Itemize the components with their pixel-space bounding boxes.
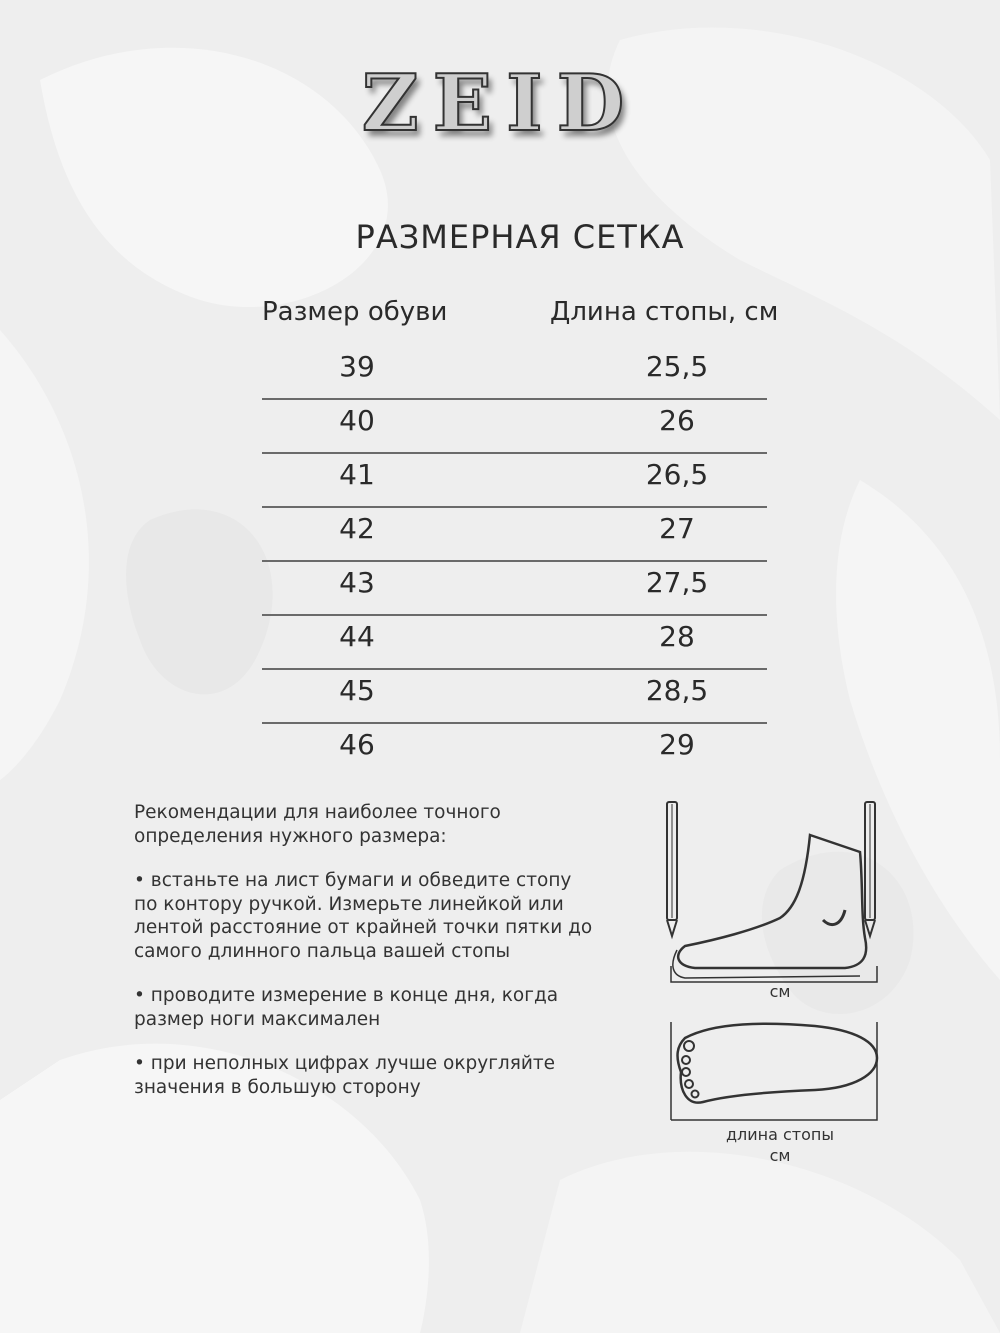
length-cell: 26,5 bbox=[645, 458, 709, 491]
pencil-icon bbox=[667, 802, 677, 936]
table-row bbox=[262, 670, 767, 724]
brand-logo: ZEID bbox=[361, 58, 639, 149]
table-row bbox=[262, 508, 767, 562]
recommendation-item: • при неполных цифрах лучше округляйте значения в большую сторону bbox=[134, 1053, 556, 1098]
table-row bbox=[262, 346, 767, 400]
size-cell: 39 bbox=[339, 350, 375, 383]
recommendations bbox=[134, 801, 594, 1120]
foot-measure-diagram bbox=[655, 790, 895, 1130]
size-cell: 45 bbox=[339, 674, 375, 707]
length-cell: 29 bbox=[659, 728, 695, 761]
sole-measure-unit: см bbox=[769, 1146, 791, 1165]
size-cell: 46 bbox=[339, 728, 375, 761]
sole-measure-label: длина стопы bbox=[725, 1125, 835, 1144]
table-row bbox=[262, 724, 767, 778]
side-measure-label: см bbox=[769, 982, 791, 1001]
table-row bbox=[262, 562, 767, 616]
size-cell: 43 bbox=[339, 566, 375, 599]
page-title: РАЗМЕРНАЯ СЕТКА bbox=[355, 218, 685, 256]
size-cell: 42 bbox=[339, 512, 375, 545]
length-cell: 28 bbox=[659, 620, 695, 653]
recommendation-item: • встаньте на лист бумаги и обведите стопу по контору ручкой. Измерьте линейкой или лентой расстояние от крайней точки пятки до самого длинного пальца вашей стопы bbox=[134, 870, 593, 962]
size-cell: 40 bbox=[339, 404, 375, 437]
length-cell: 25,5 bbox=[645, 350, 709, 383]
table-row bbox=[262, 400, 767, 454]
column-header-length: Длина стопы, см bbox=[550, 297, 779, 327]
recommendation-item: • проводите измерение в конце дня, когда размер ноги максимален bbox=[134, 985, 559, 1030]
size-table bbox=[262, 346, 767, 778]
size-cell: 44 bbox=[339, 620, 375, 653]
pencil-icon bbox=[865, 802, 875, 936]
size-cell: 41 bbox=[339, 458, 375, 491]
foot-side-icon bbox=[678, 835, 866, 968]
foot-sole-icon bbox=[678, 1024, 877, 1103]
column-header-size: Размер обуви bbox=[262, 297, 448, 327]
length-cell: 27 bbox=[659, 512, 695, 545]
length-cell: 26 bbox=[659, 404, 695, 437]
recommendations-intro: Рекомендации для наиболее точного определения нужного размера: bbox=[134, 802, 501, 847]
length-cell: 28,5 bbox=[645, 674, 709, 707]
table-row bbox=[262, 616, 767, 670]
length-cell: 27,5 bbox=[645, 566, 709, 599]
table-row bbox=[262, 454, 767, 508]
